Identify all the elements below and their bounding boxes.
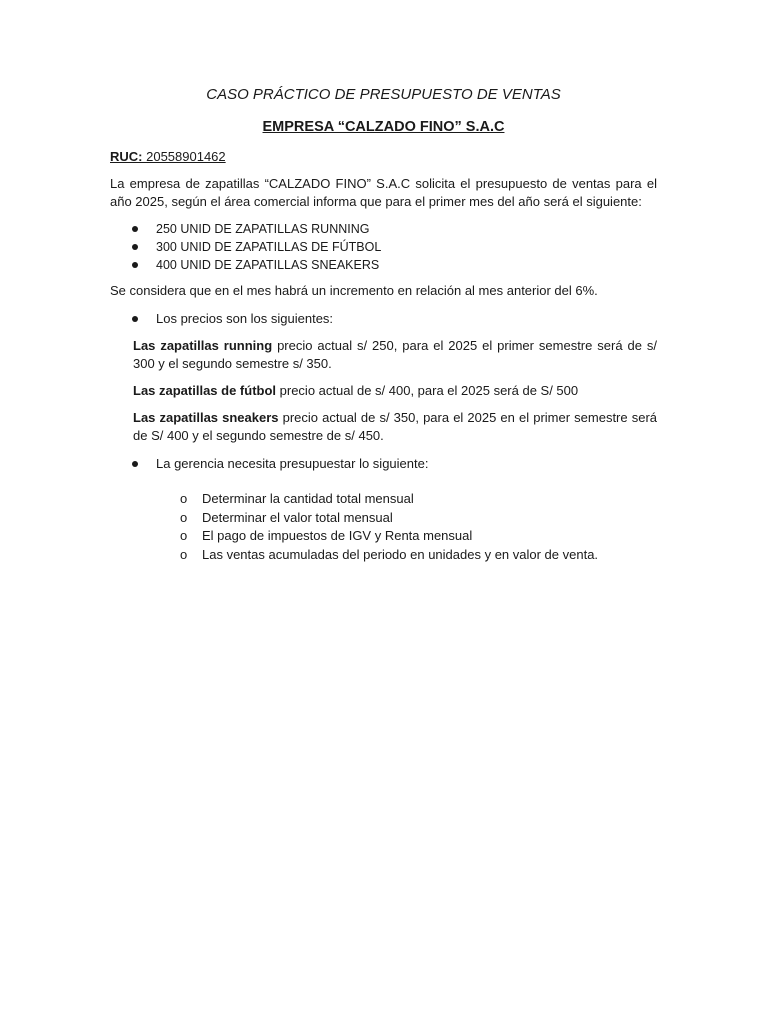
list-item xyxy=(110,220,657,238)
bullet-icon xyxy=(132,316,138,322)
futbol-label: Las zapatillas de fútbol xyxy=(133,383,277,398)
document-title: CASO PRÁCTICO DE PRESUPUESTO DE VENTAS xyxy=(206,86,561,103)
management-heading: La gerencia necesita presupuestar lo siguiente: xyxy=(156,456,429,471)
units-list xyxy=(110,220,657,274)
list-item xyxy=(110,490,657,509)
sneakers-label: Las zapatillas sneakers xyxy=(133,410,279,425)
ruc-value: 20558901462 xyxy=(142,149,226,164)
list-item-text: Determinar la cantidad total mensual xyxy=(202,491,414,506)
list-item-text: Determinar el valor total mensual xyxy=(202,509,393,525)
list-item-text: 250 UNID DE ZAPATILLAS RUNNING xyxy=(156,222,370,236)
list-item xyxy=(110,527,657,546)
circle-bullet-icon: o xyxy=(180,509,188,525)
running-label: Las zapatillas running xyxy=(133,338,273,353)
ruc-line xyxy=(110,149,226,164)
list-item-text: 300 UNID DE ZAPATILLAS DE FÚTBOL xyxy=(156,240,382,254)
ruc-label: RUC: xyxy=(110,149,143,164)
futbol-text: precio actual de s/ 400, para el 2025 será de S/ 500 xyxy=(276,383,579,398)
bullet-icon xyxy=(132,244,138,250)
futbol-price-paragraph xyxy=(133,382,657,400)
list-item xyxy=(110,546,657,565)
company-heading: EMPRESA “CALZADO FINO” S.A.C xyxy=(262,119,505,135)
sneakers-price-paragraph xyxy=(133,409,657,445)
bullet-icon xyxy=(132,226,138,232)
list-item-text: Las ventas acumuladas del periodo en unidades y en valor de venta. xyxy=(202,546,599,562)
circle-bullet-icon: o xyxy=(180,528,188,543)
tasks-list xyxy=(110,490,657,564)
list-item xyxy=(110,238,657,256)
bullet-icon xyxy=(132,262,138,268)
sneakers-text: precio actual de s/ 350, para el 2025 en el primer semestre será de S/ 400 y el segundo semestre de s/ 450. xyxy=(133,410,657,443)
prices-heading: Los precios son los siguientes: xyxy=(156,311,334,326)
circle-bullet-icon: o xyxy=(180,546,188,562)
bullet-icon xyxy=(132,461,138,467)
running-price-paragraph xyxy=(133,337,657,373)
increment-paragraph: Se considera que en el mes habrá un incremento en relación al mes anterior del 6%. xyxy=(110,283,598,298)
list-item-text: 400 UNID DE ZAPATILLAS SNEAKERS xyxy=(156,258,380,272)
circle-bullet-icon: o xyxy=(180,491,188,506)
list-item-text: El pago de impuestos de IGV y Renta mensual xyxy=(202,528,473,543)
running-text: precio actual s/ 250, para el 2025 el primer semestre será de s/ 300 y el segundo semestre s/ 350. xyxy=(133,338,658,371)
management-bullet xyxy=(110,455,657,473)
list-item xyxy=(110,509,657,528)
list-item xyxy=(110,256,657,274)
intro-paragraph: La empresa de zapatillas “CALZADO FINO” S.A.C solicita el presupuesto de ventas para el año 2025, según el área comercial informa que para el primer mes del año será el siguiente: xyxy=(110,176,657,209)
prices-bullet xyxy=(110,310,657,328)
